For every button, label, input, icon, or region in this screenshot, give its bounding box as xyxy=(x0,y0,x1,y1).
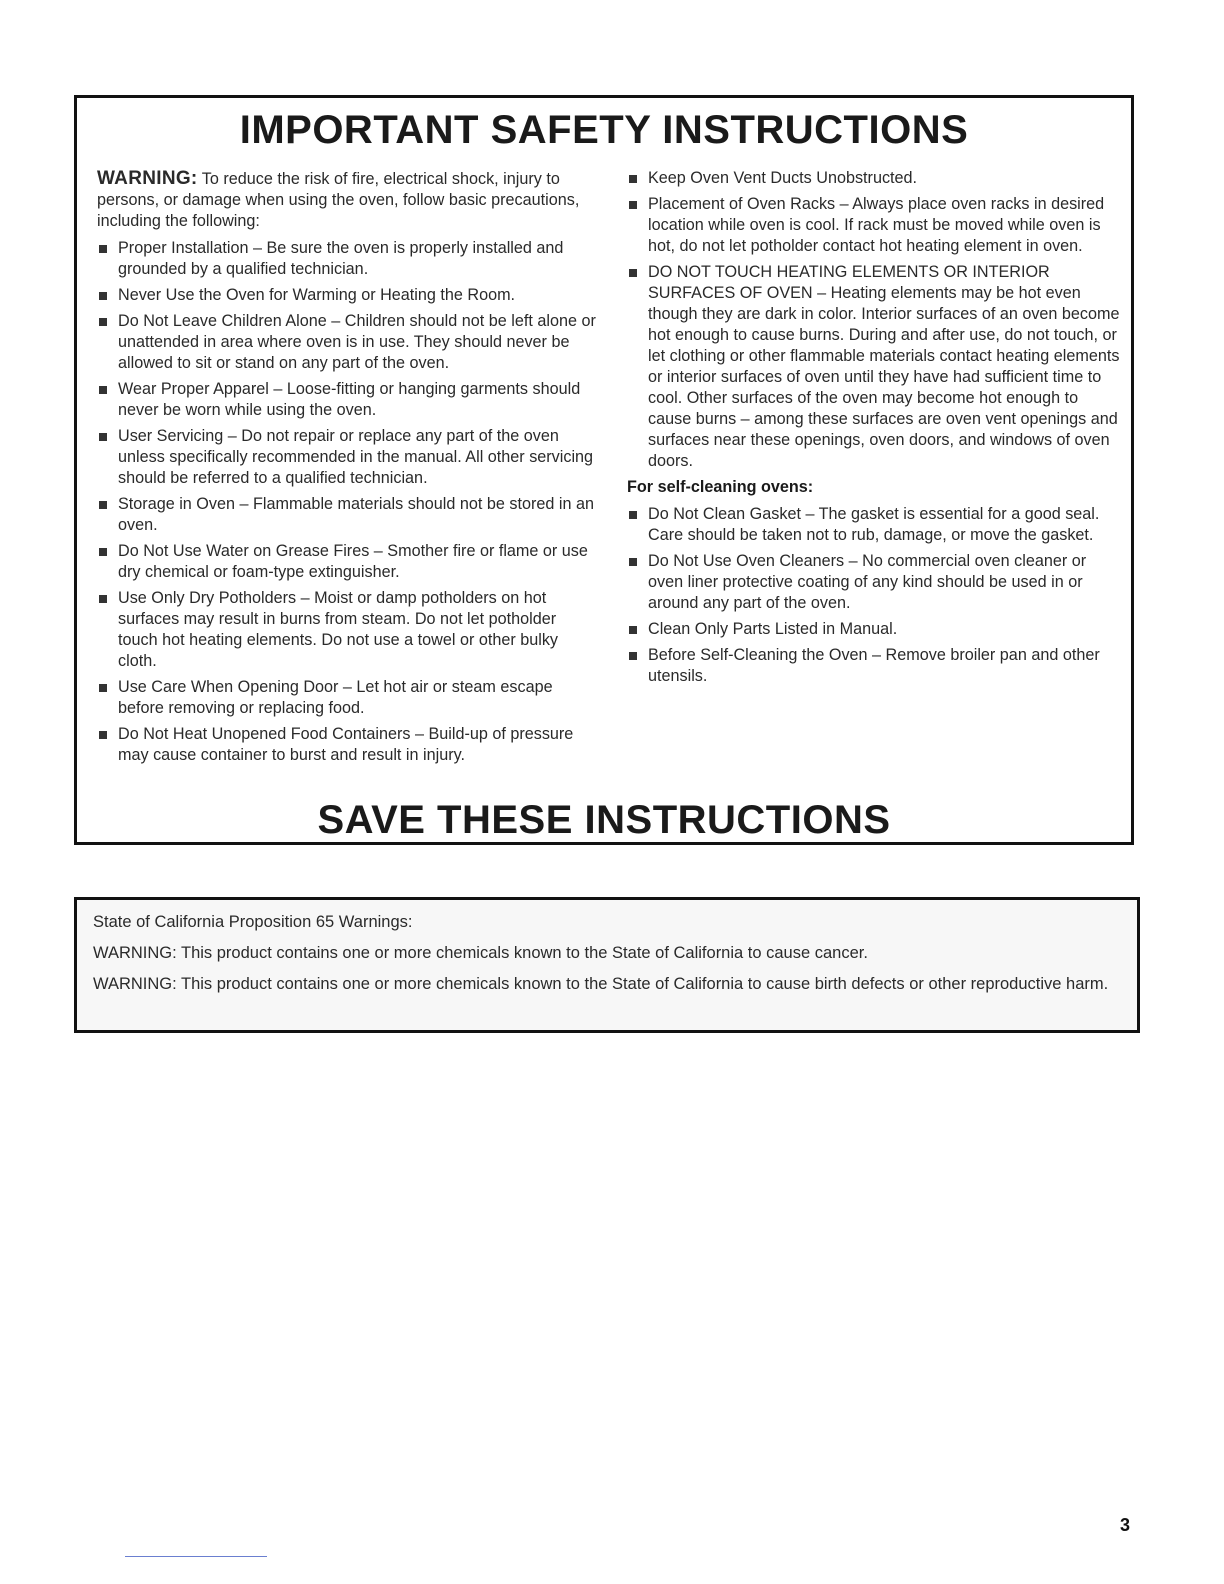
warning-label: WARNING: xyxy=(97,168,198,189)
list-item xyxy=(97,724,597,766)
square-bullet-icon xyxy=(629,201,637,209)
list-item-text: Use Care When Opening Door – Let hot air or steam escape before removing or replacing food. xyxy=(118,678,553,717)
list-item xyxy=(627,262,1122,472)
square-bullet-icon xyxy=(629,175,637,183)
list-item-text: Do Not Leave Children Alone – Children should not be left alone or unattended in area where oven is in use. They should never be allowed to sit or stand on any part of the oven. xyxy=(118,312,596,372)
prop65-cancer-warning: WARNING: This product contains one or more chemicals known to the State of California to cause cancer. xyxy=(93,944,868,962)
list-item xyxy=(627,168,1122,189)
list-item xyxy=(627,645,1122,687)
list-item-text: Do Not Heat Unopened Food Containers – Build-up of pressure may cause container to burst and result in injury. xyxy=(118,725,574,764)
list-item-text: Do Not Use Oven Cleaners – No commercial oven cleaner or oven liner protective coating of any kind should be used in or around any part of the oven. xyxy=(648,552,1087,612)
square-bullet-icon xyxy=(99,548,107,556)
list-item xyxy=(627,504,1122,546)
save-instructions-title: SAVE THESE INSTRUCTIONS xyxy=(317,798,891,842)
right-column xyxy=(627,168,1122,692)
right-bullet-list xyxy=(627,168,1122,472)
square-bullet-icon xyxy=(99,318,107,326)
square-bullet-icon xyxy=(629,626,637,634)
list-item xyxy=(627,194,1122,257)
square-bullet-icon xyxy=(99,292,107,300)
square-bullet-icon xyxy=(99,731,107,739)
list-item xyxy=(97,285,597,306)
safety-title: IMPORTANT SAFETY INSTRUCTIONS xyxy=(239,108,969,152)
list-item-text: Placement of Oven Racks – Always place oven racks in desired location while oven is cool. If rack must be moved while oven is hot, do not let potholder contact hot heating element in oven. xyxy=(648,195,1105,255)
square-bullet-icon xyxy=(99,245,107,253)
list-item-text: Use Only Dry Potholders – Moist or damp potholders on hot surfaces may result in burns from steam. Do not let potholder touch hot heating elements. Do not use a towel or other bulky cloth. xyxy=(118,589,559,670)
list-item-text: Never Use the Oven for Warming or Heating the Room. xyxy=(118,286,516,304)
list-item xyxy=(97,238,597,280)
warning-text: To reduce the risk of fire, electrical shock, injury to persons, or damage when using the oven, follow basic precautions, including the following: xyxy=(97,170,580,230)
square-bullet-icon xyxy=(99,433,107,441)
prop65-heading: State of California Proposition 65 Warnings: xyxy=(93,913,413,931)
list-item xyxy=(627,619,1122,640)
square-bullet-icon xyxy=(629,269,637,277)
self-cleaning-list xyxy=(627,504,1122,687)
list-item-text: Before Self-Cleaning the Oven – Remove broiler pan and other utensils. xyxy=(648,646,1100,685)
left-column xyxy=(97,168,597,771)
list-item xyxy=(97,311,597,374)
list-item-text: Keep Oven Vent Ducts Unobstructed. xyxy=(648,169,918,187)
list-item xyxy=(97,379,597,421)
list-item xyxy=(97,494,597,536)
list-item xyxy=(97,541,597,583)
footer-rule xyxy=(125,1556,267,1557)
square-bullet-icon xyxy=(629,558,637,566)
prop65-warning-box xyxy=(74,897,1140,1033)
list-item-text: DO NOT TOUCH HEATING ELEMENTS OR INTERIOR SURFACES OF OVEN – Heating elements may be hot even though they are dark in color. Interior surfaces of an oven become hot enough to cause burns. During and after use, do not touch, or let clothing or other flammable materials contact heating elements or interior surfaces of oven until they have had sufficient time to cool. Other surfaces of the oven may become hot enough to cause burns – among these surfaces are oven vent openings and surfaces near these openings, oven doors, and windows of oven doors. xyxy=(648,263,1120,470)
list-item xyxy=(97,677,597,719)
page-number: 3 xyxy=(1120,1515,1131,1535)
list-item-text: Do Not Clean Gasket – The gasket is essential for a good seal. Care should be taken not to rub, damage, or move the gasket. xyxy=(648,505,1100,544)
safety-instructions-box xyxy=(74,95,1134,845)
square-bullet-icon xyxy=(99,501,107,509)
square-bullet-icon xyxy=(629,511,637,519)
square-bullet-icon xyxy=(99,595,107,603)
list-item-text: Proper Installation – Be sure the oven is properly installed and grounded by a qualified technician. xyxy=(118,239,564,278)
prop65-birth-defects-warning: WARNING: This product contains one or more chemicals known to the State of California to cause birth defects or other reproductive harm. xyxy=(93,975,1109,993)
list-item-text: Do Not Use Water on Grease Fires – Smother fire or flame or use dry chemical or foam-type extinguisher. xyxy=(118,542,588,581)
list-item-text: Clean Only Parts Listed in Manual. xyxy=(648,620,898,638)
square-bullet-icon xyxy=(629,652,637,660)
list-item-text: User Servicing – Do not repair or replace any part of the oven unless specifically recommended in the manual. All other servicing should be referred to a qualified technician. xyxy=(118,427,594,487)
list-item xyxy=(97,426,597,489)
list-item xyxy=(97,588,597,672)
list-item-text: Storage in Oven – Flammable materials should not be stored in an oven. xyxy=(118,495,594,534)
list-item-text: Wear Proper Apparel – Loose-fitting or hanging garments should never be worn while using the oven. xyxy=(118,380,581,419)
square-bullet-icon xyxy=(99,386,107,394)
left-bullet-list xyxy=(97,238,597,766)
warning-intro xyxy=(97,168,597,232)
list-item xyxy=(627,551,1122,614)
self-cleaning-heading: For self-cleaning ovens: xyxy=(627,478,814,496)
square-bullet-icon xyxy=(99,684,107,692)
